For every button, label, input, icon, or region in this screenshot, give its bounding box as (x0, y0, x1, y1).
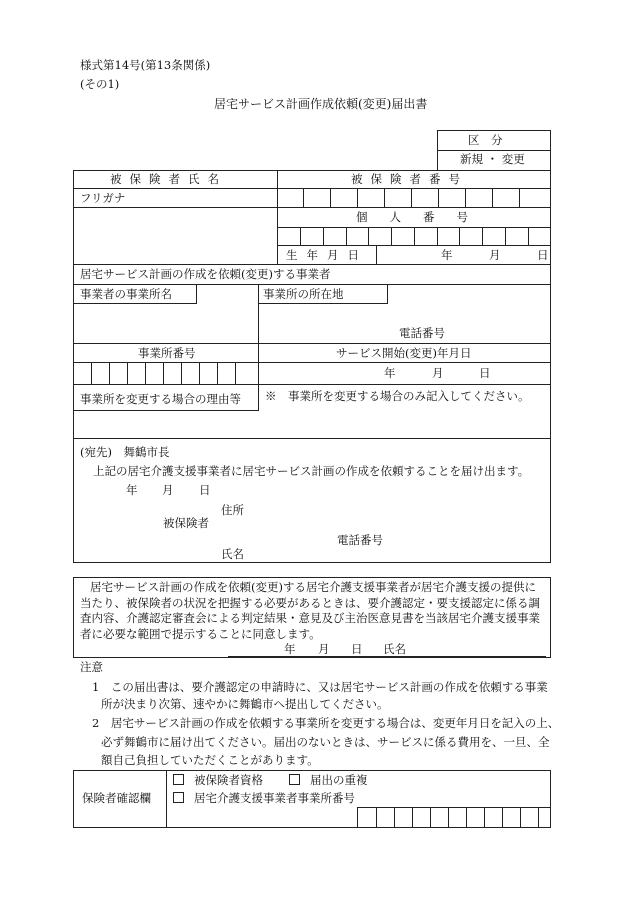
consent-line-2: 当たり、被保険者の状況を把握する必要があるときは、要介護認定・要支援認定に係る調 (80, 596, 540, 610)
note-1-line-2: 所が決まり次第、速やかに舞鶴市へ提出してください。 (101, 697, 389, 711)
birth-day: 日 (537, 248, 549, 262)
checkbox-eligibility[interactable] (173, 774, 184, 785)
insurer-check-label: 保険者確認欄 (82, 791, 151, 805)
consent-name-label: 氏名 (383, 642, 406, 656)
classification-options: 新規 ・ 変更 (460, 152, 525, 166)
furigana-label: フリガナ (80, 191, 126, 205)
office-address-field[interactable] (263, 308, 543, 324)
office-name-label: 事業者の事業所名 (80, 287, 172, 301)
note-2-line-3: 額自己負担していただくことがあります。 (101, 753, 319, 767)
consent-year: 年 (284, 642, 296, 656)
check-item-office-number[interactable] (173, 792, 355, 805)
declarant-insured-label: 被保険者 (163, 516, 209, 530)
declarant-phone-label: 電話番号 (337, 533, 383, 547)
personal-number-label: 個人番号 (356, 210, 490, 224)
consent-line-3: 査内容、介護認定審査会による判定結果・意見及び主治医意見書を当該居宅介護支援事業 (80, 611, 540, 625)
page-title: 居宅サービス計画作成依頼(変更)届出書 (214, 97, 428, 111)
note-1-line-1: 1 この届出書は、要介護認定の申請時に、又は居宅サービス計画の作成を依頼する事業 (92, 680, 548, 694)
service-start-label: サービス開始(変更)年月日 (336, 346, 472, 360)
birth-month: 月 (489, 248, 501, 262)
service-start-year: 年 (384, 366, 396, 380)
consent-line-4: 者に必要な範囲で提示することに同意します。 (80, 627, 321, 641)
addressee: (宛先) 舞鶴市長 (80, 445, 170, 459)
note-2-line-2: 必ず舞鶴市に届け出てください。届出のないときは、サービスに係る費用を、一旦、全 (101, 735, 550, 749)
check-item-duplicate-label: 届出の重複 (310, 773, 368, 787)
classification-label: 区 分 (468, 133, 503, 147)
insured-number-label: 被保険者番号 (351, 172, 468, 186)
declarant-address-label: 住所 (221, 503, 244, 517)
office-phone-label: 電話番号 (399, 326, 445, 340)
consent-signature-line[interactable] (228, 656, 546, 657)
declaration-statement: 上記の居宅介護支援事業者に居宅サービス計画の作成を依頼することを届け出ます。 (93, 464, 530, 478)
insured-name-field[interactable] (80, 222, 270, 258)
change-reason-label: 事業所を変更する場合の理由等 (80, 392, 241, 406)
check-item-eligibility[interactable] (173, 774, 263, 787)
service-start-month: 月 (432, 366, 444, 380)
checkbox-office-number[interactable] (173, 792, 184, 803)
office-address-label: 事業所の所在地 (263, 287, 344, 301)
check-item-duplicate[interactable] (289, 774, 368, 787)
provider-section-title: 居宅サービス計画の作成を依頼(変更)する事業者 (80, 267, 331, 281)
check-item-eligibility-label: 被保険者資格 (194, 773, 263, 787)
change-note: ※ 事業所を変更する場合のみ記入してください。 (265, 389, 530, 403)
declarant-name-label: 氏名 (221, 547, 244, 561)
declaration-month: 月 (162, 483, 174, 497)
declaration-year: 年 (126, 483, 138, 497)
declaration-day: 日 (199, 483, 211, 497)
form-part: (その1) (80, 77, 120, 91)
form-number: 様式第14号(第13条関係) (80, 58, 211, 72)
notes-heading: 注意 (80, 660, 103, 674)
consent-line-1: 居宅サービス計画の作成を依頼(変更)する居宅介護支援事業者が居宅介護支援の提供に (90, 580, 536, 594)
birth-year: 年 (441, 248, 453, 262)
note-2-line-1: 2 居宅サービス計画の作成を依頼する事業所を変更する場合は、変更年月日を記入の上、 (92, 716, 560, 730)
consent-day: 日 (351, 642, 363, 656)
service-start-day: 日 (479, 366, 491, 380)
birth-date-label: 生年月日 (286, 248, 368, 262)
office-name-field[interactable] (80, 308, 252, 338)
checkbox-duplicate[interactable] (289, 774, 300, 785)
consent-month: 月 (318, 642, 330, 656)
check-item-office-number-label: 居宅介護支援事業者事業所番号 (194, 791, 355, 805)
insured-name-label: 被保険者氏名 (110, 172, 227, 186)
change-reason-field[interactable] (80, 414, 542, 434)
office-number-label: 事業所番号 (138, 346, 196, 360)
